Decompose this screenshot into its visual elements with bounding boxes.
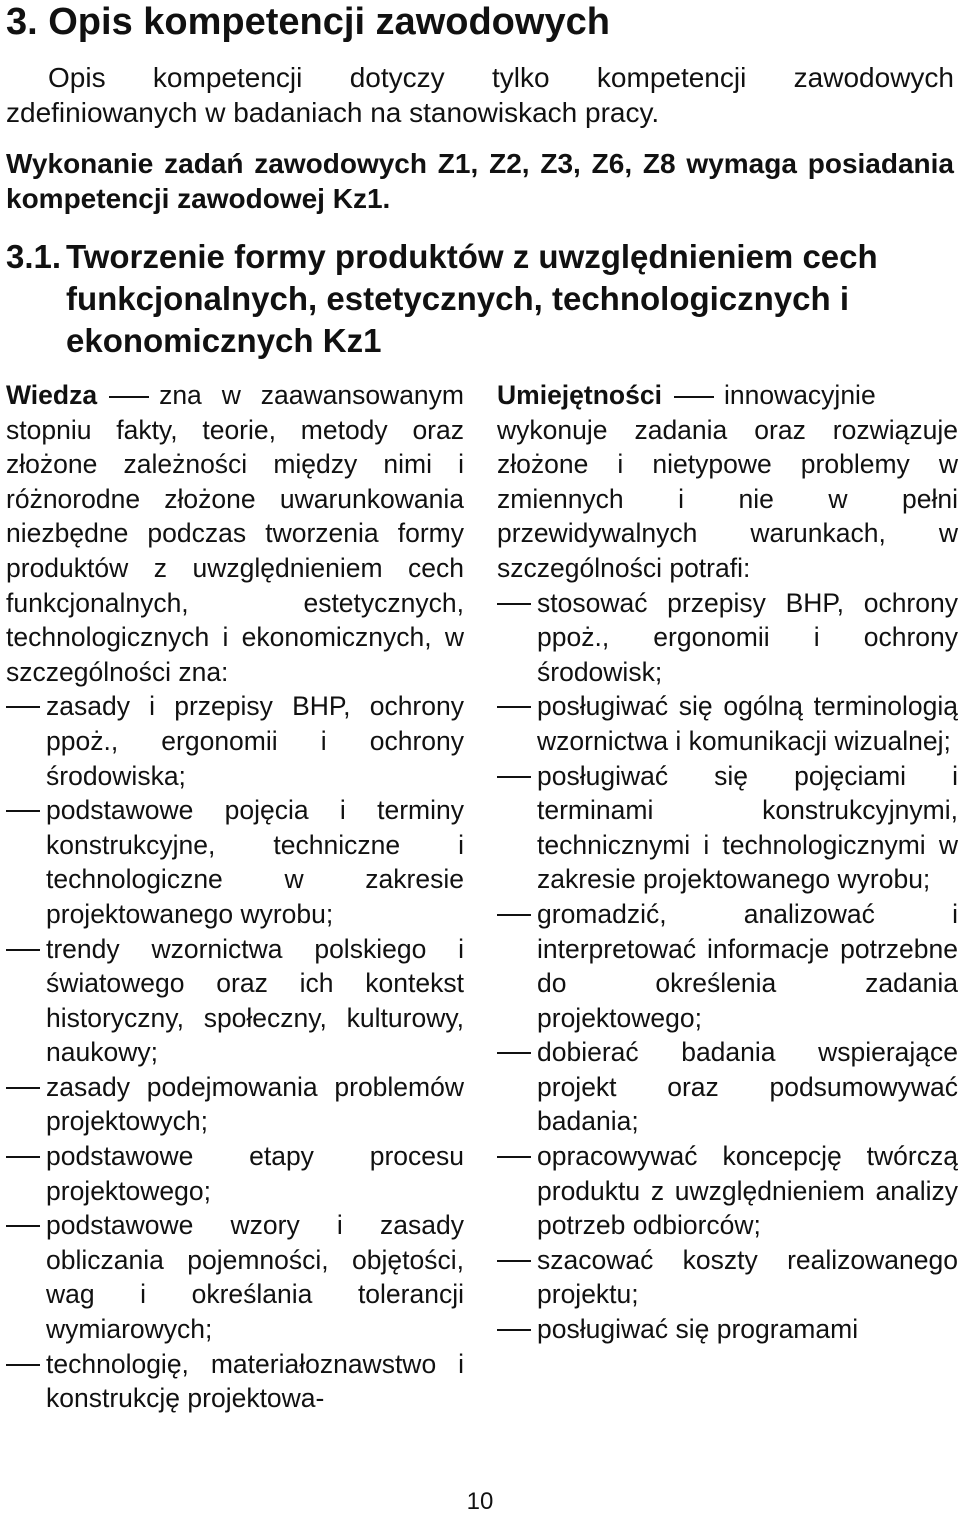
list-item: [6, 932, 464, 1070]
dash-separator: [674, 396, 714, 398]
list-item: [497, 689, 958, 758]
dash-bullet: [6, 1156, 40, 1158]
list-item-text: gromadzić, analizować i interpretować informacje potrzebne do określenia zadania projektowego;: [537, 898, 958, 1033]
dash-bullet: [6, 949, 40, 951]
list-item-text: podstawowe etapy procesu projektowego;: [46, 1141, 464, 1206]
list-item: [6, 1208, 464, 1346]
section-heading: [6, 236, 960, 362]
requirement-paragraph: Wykonanie zadań zawodowych Z1, Z2, Z3, Z6, Z8 wymaga posiadania kompetencji zawodowej Kz1.: [6, 148, 954, 214]
dash-bullet: [497, 1052, 531, 1054]
knowledge-intro-text: zna w zaawansowanym stopniu fakty, teorie, metody oraz złożone zależności między nimi i różnorodne złożone uwarunkowania niezbędne podczas tworzenia formy produktów z uwzględnieniem cech funkcjonalnych, estetycznych, technologicznych i ekonomicznych, w szczególności zna:: [6, 380, 464, 687]
dash-bullet: [6, 706, 40, 708]
list-item: [497, 1139, 958, 1243]
knowledge-intro: [6, 378, 464, 689]
list-item: [6, 793, 464, 931]
list-item: [6, 689, 464, 793]
knowledge-list: [6, 689, 464, 1415]
list-item-text: posługiwać się pojęciami i terminami konstrukcyjnymi, technicznymi i technologicznymi w zakresie projektowanego wyrobu;: [537, 760, 958, 895]
list-item: [6, 1347, 464, 1416]
list-item-text: podstawowe wzory i zasady obliczania pojemności, objętości, wag i określania tolerancji wymiarowych;: [46, 1210, 464, 1345]
dash-bullet: [497, 1329, 531, 1331]
list-item-text: posługiwać się ogólną terminologią wzornictwa i komunikacji wizualnej;: [537, 691, 958, 756]
dash-bullet: [6, 1364, 40, 1366]
list-item-text: opracowywać koncepcję twórczą produktu z uwzględnieniem analizy potrzeb odbiorców;: [537, 1141, 958, 1241]
list-item-text: dobierać badania wspierające projekt oraz podsumowywać badania;: [537, 1037, 958, 1137]
chapter-title: 3. Opis kompetencji zawodowych: [6, 1, 610, 43]
dash-separator: [109, 396, 149, 398]
list-item: [497, 897, 958, 1035]
list-item: [497, 586, 958, 690]
list-item-text: zasady podejmowania problemów projektowych;: [46, 1071, 464, 1137]
list-item: [497, 759, 958, 897]
dash-bullet: [6, 1087, 40, 1089]
page-number: 10: [466, 1488, 494, 1515]
section-title: Tworzenie formy produktów z uwzględnieniem cech funkcjonalnych, estetycznych, technologicznych i ekonomicznych Kz1: [66, 238, 878, 359]
intro-paragraph: [6, 61, 954, 130]
skills-column: [497, 378, 958, 1347]
dash-bullet: [497, 1156, 531, 1158]
list-item: [497, 1312, 958, 1347]
dash-bullet: [6, 810, 40, 812]
list-item-text: podstawowe pojęcia i terminy konstrukcyjne, techniczne i technologiczne w zakresie projektowanego wyrobu;: [46, 795, 464, 929]
skills-label: Umiejętności: [497, 380, 662, 410]
dash-bullet: [497, 1260, 531, 1262]
dash-bullet: [497, 603, 531, 605]
dash-bullet: [497, 776, 531, 778]
list-item-text: szacować koszty realizowanego projektu;: [537, 1244, 958, 1310]
intro-paragraph-text: Opis kompetencji dotyczy tylko kompetencji zawodowych zdefiniowanych w badaniach na stanowiskach pracy.: [6, 62, 954, 128]
list-item: [497, 1243, 958, 1312]
list-item-text: stosować przepisy BHP, ochrony ppoż., ergonomii i ochrony środowisk;: [537, 587, 958, 687]
list-item-text: trendy wzornictwa polskiego i światowego oraz ich kontekst historyczny, społeczny, kulturowy, naukowy;: [46, 933, 464, 1068]
section-number: 3.1.: [6, 238, 62, 275]
list-item-text: technologię, materiałoznawstwo i konstrukcję projektowa-: [46, 1348, 464, 1414]
skills-list: [497, 586, 958, 1347]
skills-intro-text: innowacyjnie wykonuje zadania oraz rozwiązuje złożone i nietypowe problemy w zmiennych i nie w pełni przewidywalnych warunkach, w szczególności potrafi:: [497, 380, 958, 583]
dash-bullet: [497, 914, 531, 916]
list-item-text: posługiwać się programami: [537, 1314, 859, 1345]
list-item-text: zasady i przepisy BHP, ochrony ppoż., ergonomii i ochrony środowiska;: [46, 691, 464, 791]
knowledge-column: [6, 378, 464, 1416]
list-item: [6, 1139, 464, 1208]
skills-intro: [497, 378, 958, 586]
list-item: [6, 1070, 464, 1139]
dash-bullet: [6, 1225, 40, 1227]
knowledge-label: Wiedza: [6, 380, 98, 410]
list-item: [497, 1035, 958, 1139]
dash-bullet: [497, 706, 531, 708]
